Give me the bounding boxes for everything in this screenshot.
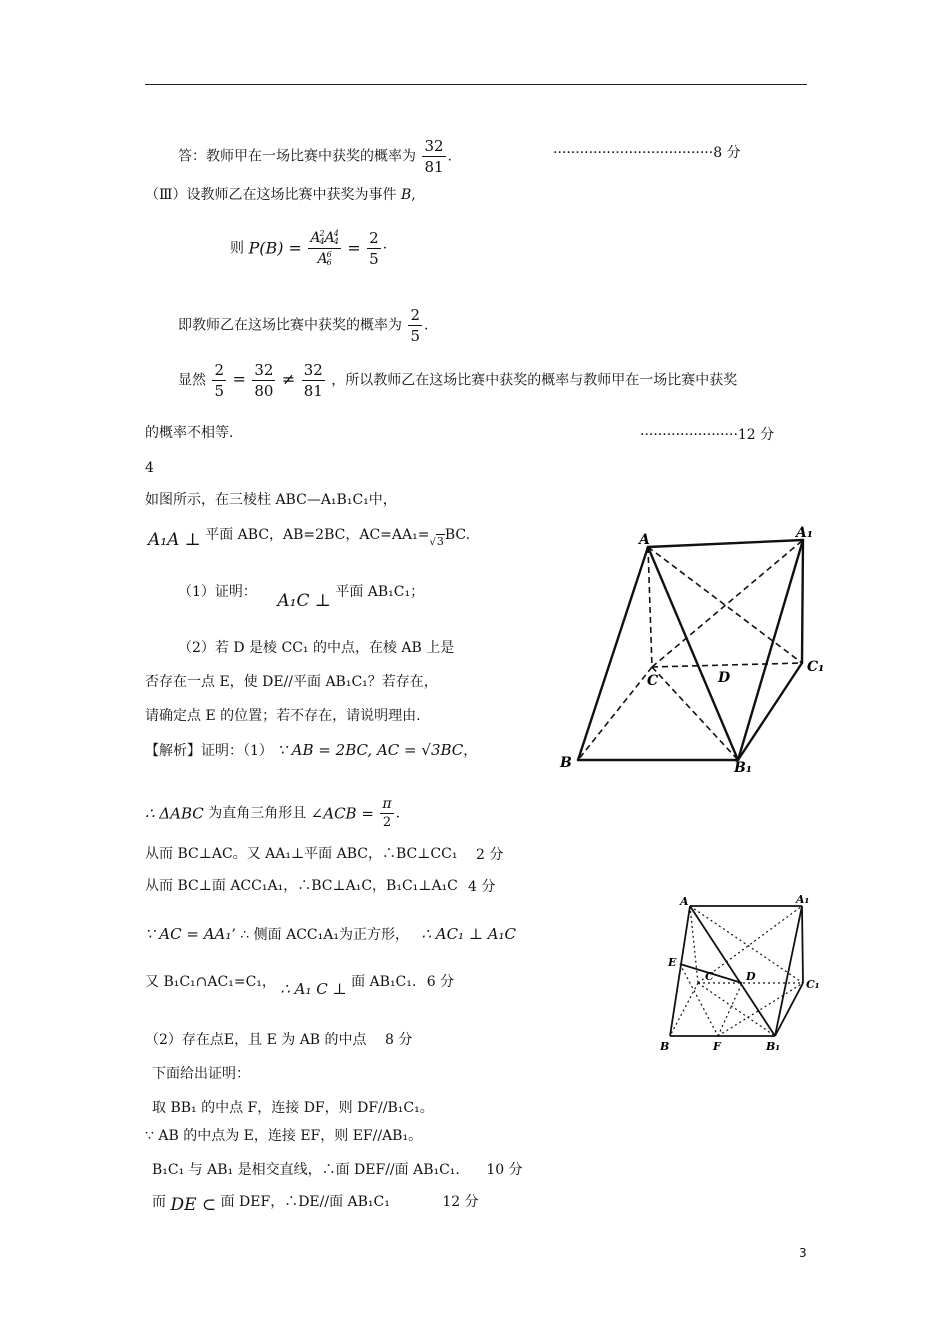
proof-line1: 取 BB₁ 的中点 F，连接 DF，则 DF//B₁C₁。 [152,1100,434,1116]
score-8b: 8 分 [385,1032,413,1048]
part1-text: 平面 AB₁C₁； [335,584,425,600]
step4 [145,972,454,998]
fraction [302,360,325,401]
fraction [252,360,275,401]
proof-line4-pre: 而 [152,1194,166,1210]
part3-intro-end: , [411,187,416,203]
not-equal: ≠ [281,369,296,389]
frac-den: 2 [382,815,392,830]
solution-start [145,740,477,761]
comparison-text: ，所以教师乙在这场比赛中获奖的概率与教师甲在一场比赛中获奖 [331,372,738,389]
triangle-end: . [395,805,401,822]
label-f: F [713,1040,721,1053]
step2: 从而 BC⊥面 ACC₁A₁，∴BC⊥A₁C，B₁C₁⊥A₁C [145,878,458,894]
label-a: A [639,532,650,548]
label-d: D [746,970,756,983]
proof-line2: ∵ AB 的中点为 E，连接 EF，则 EF//AB₁。 [145,1128,423,1144]
ze-word: 则 [230,240,244,257]
frac-den: 81 [303,382,323,400]
q4-part2-line3: 请确定点 E 的位置；若不存在，请说明理由. [145,708,421,724]
q4-line2-end: BC. [444,527,471,543]
frac-den: 5 [410,327,420,345]
q4-line2-text: 平面 ABC，AB=2BC，AC=AA₁= [205,527,430,543]
label-d: D [718,670,731,686]
triangle-line [145,795,400,839]
comparison-line [178,360,737,401]
formula-num [308,228,340,249]
score-12b: 12 分 [442,1194,479,1210]
part3-intro-text: （Ⅲ）设教师乙在这场比赛中获奖为事件 [145,187,397,203]
label-a: A [680,895,689,908]
xianran-word: 显然 [178,372,206,389]
prism-diagram-2 [660,888,825,1063]
part2-answer [145,1030,412,1050]
part3-intro [145,185,416,205]
step4-text: 又 B₁C₁∩AC₁=C₁， [145,974,276,990]
sup: 4 [333,229,339,238]
a-symbol: A [317,251,328,267]
proof-line3 [152,1160,523,1180]
triangle-math: ∴ ΔABC [145,804,204,823]
frac-num: 2 [369,229,379,247]
perp-math: ∴ A₁ C ⊥ [280,980,347,998]
step1: 从而 BC⊥AC。又 AA₁⊥平面 ABC，∴BC⊥CC₁ [145,846,458,862]
step3 [145,924,516,945]
proof-line4-text: 面 DEF，∴DE//面 AB₁C₁ [220,1194,390,1210]
frac-num: π [382,796,392,812]
fraction-32-81 [422,136,445,177]
sub: 4 [319,237,325,246]
q4-line2: A₁A ⊥ 平面 ABC，AB=2BC，$AC=AA_1=_√3BC$. [148,527,471,550]
formula-lhs: P(B) = [248,238,302,258]
q4-part1 [178,582,425,611]
step3-text: ’ ∴ 侧面 ACC₁A₁为正方形， [231,927,409,943]
frac-den: 5 [214,382,224,400]
score-10: 10 分 [486,1162,523,1178]
sqrt-3: 3 [436,535,444,548]
given-math: ∵ AB = 2BC, AC = √3BC [277,741,464,759]
score-12: ······················12 分 [640,427,775,443]
score-8: ····································8 分 [553,145,741,161]
label-c1: C₁ [806,978,820,991]
label-a1: A₁ [796,893,810,906]
q4-part2-line2: 否存在一点 E，使 DE//平面 AB₁C₁？若存在， [145,674,438,690]
step4-text2: 面 AB₁C₁. [351,974,417,990]
ac-equal-math: ∵ AC = AA₁ [145,925,232,943]
label-e: E [668,956,677,969]
angle-math: ∠ACB = [310,804,374,823]
label-b1: B₁ [734,760,752,775]
answer-end: . [447,148,452,165]
a-symbol: A [310,230,321,246]
proof-intro: 下面给出证明： [152,1066,250,1082]
frac-num: 32 [303,361,323,379]
frac-den: 5 [369,250,379,268]
label-b: B [660,1040,670,1053]
proof-line3-text: B₁C₁ 与 AB₁ 是相交直线，∴面 DEF//面 AB₁C₁. [152,1162,460,1178]
fraction-2-5 [408,305,422,346]
frac-num: 32 [254,361,274,379]
q4-line1: 如图所示，在三棱柱 ABC—A₁B₁C₁中， [145,492,397,508]
question-number: 4 [145,460,154,476]
formula-den [316,249,334,269]
conclusion-line [178,305,428,346]
label-a1: A₁ [796,525,813,541]
label-c: C [705,970,714,983]
score-6: 6 分 [426,974,455,990]
frac-num: 32 [424,137,444,155]
label-c: C [647,673,659,689]
comparison-line2: 的概率不相等. [145,425,234,441]
perp-math: A₁A ⊥ [148,530,201,550]
part1-label: （1）证明： [178,584,257,600]
sup: 2 [319,229,325,238]
conclusion-text: 即教师乙在这场比赛中获奖的概率为 [178,317,402,334]
prism-figure-2 [660,888,825,1067]
prism-figure [555,520,835,779]
frac-den: 80 [254,382,274,400]
solution-end: ， [463,743,478,759]
label-b1: B₁ [766,1040,781,1053]
solution-label: 【解析】证明：（1） [145,743,273,759]
pi-over-2 [380,795,393,832]
result-fraction [367,228,381,269]
prism-diagram [555,520,835,775]
perp-math: A₁C ⊥ [277,591,331,611]
sub: 6 [326,258,332,267]
score-2: 2 分 [476,847,504,863]
score-4: 4 分 [468,879,496,895]
frac-num: 2 [214,361,224,379]
frac-num: 2 [410,306,420,324]
a-symbol: A [324,230,335,246]
q4-part2-line1: （2）若 D 是棱 CC₁ 的中点，在棱 AB 上是 [178,640,455,656]
result-end: · [382,240,388,257]
answer-line [178,136,452,177]
triangle-text: 为直角三角形且 [208,805,307,822]
header-rule [145,84,807,85]
label-b: B [560,755,572,771]
page-number: 3 [799,1246,807,1260]
conclusion-end: . [424,317,429,334]
sub: 4 [333,237,339,246]
event-b: B [400,187,412,203]
label-c1: C₁ [807,659,825,675]
sup: 6 [326,250,332,259]
answer-text: 答：教师甲在一场比赛中获奖的概率为 [178,148,416,165]
probability-formula [230,228,387,278]
equals: = [232,369,246,389]
part2-answer-text: （2）存在点E，且 E 为 AB 的中点 [145,1032,367,1048]
subset-math: DE ⊂ [170,1195,217,1215]
proof-line4 [152,1192,479,1218]
formula-fraction [308,228,340,269]
perp-math: ∴ AC₁ ⊥ A₁C [421,925,517,943]
equals: = [347,238,361,258]
fraction [212,360,226,401]
frac-den: 81 [424,158,444,176]
